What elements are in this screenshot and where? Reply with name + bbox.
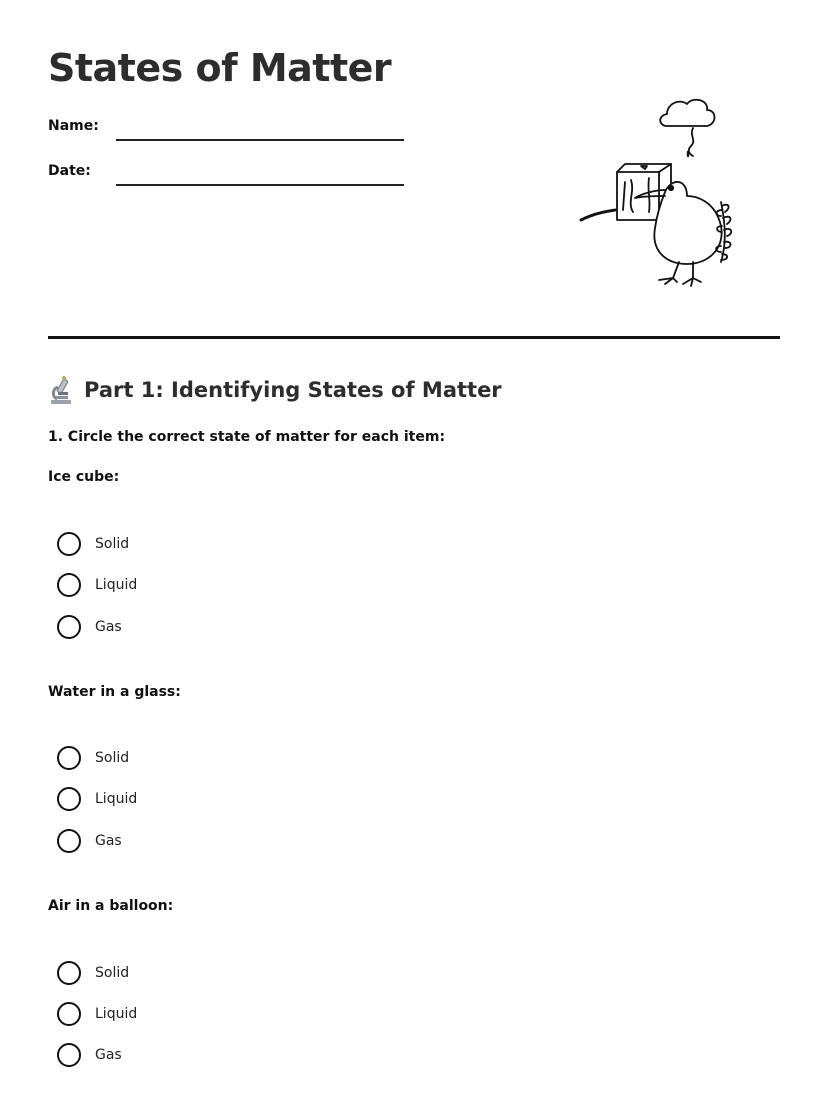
item-ice-cube-label: Ice cube: [48, 469, 120, 485]
radio-circle[interactable] [57, 746, 81, 770]
microscope-icon [48, 375, 74, 405]
option-water-glass-liquid[interactable] [57, 787, 137, 811]
date-label: Date: [48, 163, 91, 179]
radio-circle[interactable] [57, 829, 81, 853]
option-ice-cube-gas[interactable] [57, 615, 122, 639]
option-label: Gas [95, 1047, 122, 1063]
part1-heading-text: Part 1: Identifying States of Matter [84, 378, 502, 402]
worm-icon [581, 210, 615, 220]
section-divider [48, 336, 780, 339]
option-label: Solid [95, 750, 130, 766]
name-write-line[interactable] [116, 139, 404, 141]
radio-circle[interactable] [57, 1002, 81, 1026]
option-label: Liquid [95, 791, 138, 807]
option-label: Gas [95, 833, 122, 849]
option-label: Gas [95, 619, 122, 635]
part1-heading [48, 374, 502, 406]
option-air-balloon-gas[interactable] [57, 1043, 122, 1067]
radio-circle[interactable] [57, 1043, 81, 1067]
option-label: Solid [95, 965, 130, 981]
kiwi-ice-cloud-illustration [575, 92, 745, 292]
option-ice-cube-solid[interactable] [57, 532, 129, 556]
option-label: Liquid [95, 577, 138, 593]
option-water-glass-solid[interactable] [57, 746, 129, 770]
option-label: Solid [95, 536, 130, 552]
option-water-glass-gas[interactable] [57, 829, 122, 853]
radio-circle[interactable] [57, 573, 81, 597]
radio-circle[interactable] [57, 787, 81, 811]
radio-circle[interactable] [57, 615, 81, 639]
cloud-icon [660, 100, 714, 156]
question-1-instruction: 1. Circle the correct state of matter for each item: [48, 429, 446, 445]
name-label: Name: [48, 118, 99, 134]
radio-circle[interactable] [57, 532, 81, 556]
option-label: Liquid [95, 1006, 138, 1022]
date-write-line[interactable] [116, 184, 404, 186]
radio-circle[interactable] [57, 961, 81, 985]
option-air-balloon-solid[interactable] [57, 961, 129, 985]
page-title: States of Matter [48, 46, 392, 90]
option-ice-cube-liquid[interactable] [57, 573, 137, 597]
item-water-glass-label: Water in a glass: [48, 684, 181, 700]
item-air-balloon-label: Air in a balloon: [48, 898, 174, 914]
option-air-balloon-liquid[interactable] [57, 1002, 137, 1026]
